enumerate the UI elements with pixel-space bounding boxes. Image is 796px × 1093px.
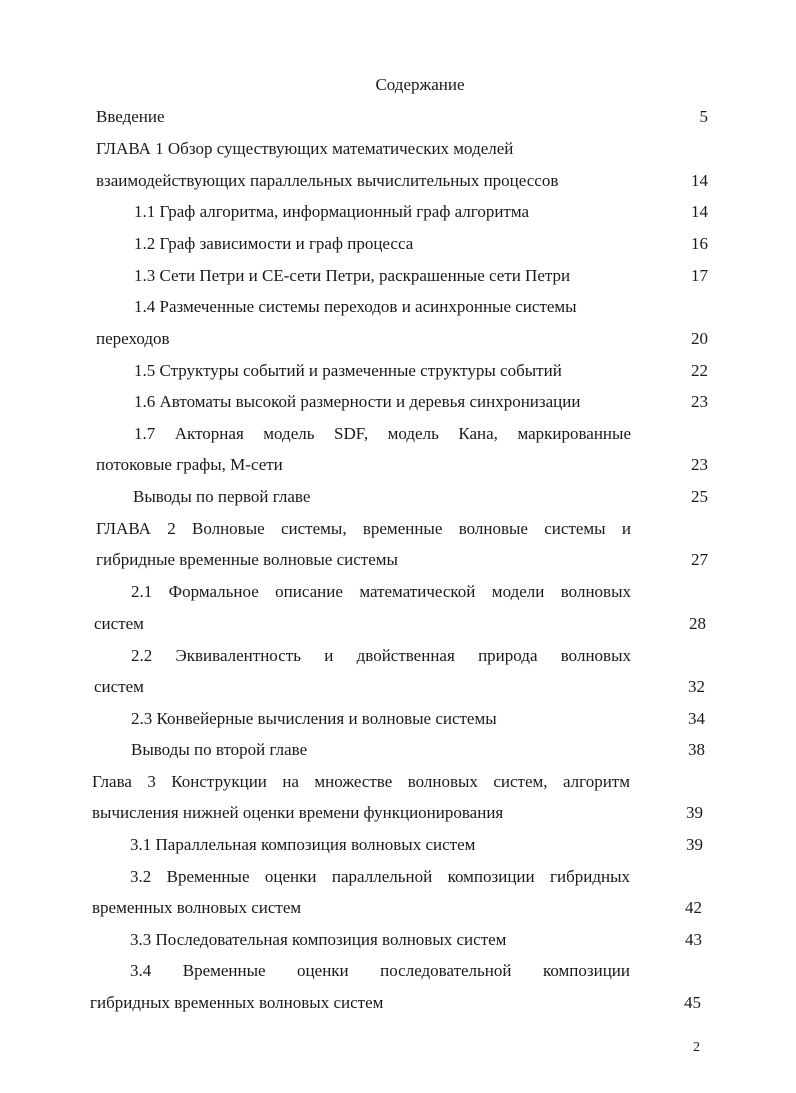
toc-entry-3-4-line-2: гибридных временных волновых систем: [90, 993, 384, 1012]
toc-entry-1-7-line-1: 1.7 Акторная модель SDF, модель Кана, маркированные: [134, 424, 631, 443]
toc-page-1-1: 14: [691, 202, 708, 221]
toc-page-conclusions-1: 25: [691, 487, 708, 506]
toc-entry-conclusions-2: Выводы по второй главе: [131, 740, 308, 759]
toc-page-1-2: 16: [691, 234, 708, 253]
toc-page-intro: 5: [699, 107, 708, 126]
toc-entry-3-2-line-1: 3.2 Временные оценки параллельной композиции гибридных: [130, 867, 630, 886]
toc-page-chapter-2: 27: [691, 550, 708, 569]
toc-entry-3-3: 3.3 Последовательная композиция волновых систем: [130, 930, 507, 949]
toc-entry-1-4-line-1: 1.4 Размеченные системы переходов и асинхронные системы: [134, 297, 577, 316]
toc-entry-chapter-3-line-2: вычисления нижней оценки времени функционирования: [92, 803, 504, 822]
toc-entry-2-2-line-1: 2.2 Эквивалентность и двойственная природа волновых: [131, 646, 631, 665]
page-title: Содержание: [375, 75, 465, 94]
toc-entry-chapter-1-line-1: ГЛАВА 1 Обзор существующих математических моделей: [96, 139, 514, 158]
toc-page-1-6: 23: [691, 392, 708, 411]
toc-entry-2-1-line-2: систем: [94, 614, 144, 633]
toc-page-chapter-3: 39: [686, 803, 703, 822]
toc-entry-2-3: 2.3 Конвейерные вычисления и волновые системы: [131, 709, 497, 728]
toc-page-3-2: 42: [685, 898, 702, 917]
toc-page-3-4: 45: [684, 993, 701, 1012]
page-number: 2: [693, 1040, 700, 1055]
toc-page-1-7: 23: [691, 455, 708, 474]
toc-page-2-1: 28: [689, 614, 706, 633]
toc-entry-1-3: 1.3 Сети Петри и СЕ-сети Петри, раскрашенные сети Петри: [134, 266, 571, 285]
toc-entry-1-1: 1.1 Граф алгоритма, информационный граф алгоритма: [134, 202, 530, 221]
toc-entry-chapter-1-line-2: взаимодействующих параллельных вычислительных процессов: [96, 171, 559, 190]
toc-entry-3-1: 3.1 Параллельная композиция волновых систем: [130, 835, 476, 854]
toc-page-1-4: 20: [691, 329, 708, 348]
toc-entry-intro: Введение: [96, 107, 165, 126]
toc-page-3-1: 39: [686, 835, 703, 854]
toc-entry-1-4-line-2: переходов: [96, 329, 170, 348]
toc-page-conclusions-2: 38: [688, 740, 705, 759]
toc-page-1-5: 22: [691, 361, 708, 380]
toc-entry-1-6: 1.6 Автоматы высокой размерности и деревья синхронизации: [134, 392, 581, 411]
toc-entry-1-5: 1.5 Структуры событий и размеченные структуры событий: [134, 361, 562, 380]
toc-page-chapter-1: 14: [691, 171, 708, 190]
toc-entry-chapter-3-line-1: Глава 3 Конструкции на множестве волновых систем, алгоритм: [92, 772, 630, 791]
toc-entry-conclusions-1: Выводы по первой главе: [133, 487, 311, 506]
toc-entry-1-2: 1.2 Граф зависимости и граф процесса: [134, 234, 414, 253]
toc-page-2-2: 32: [688, 677, 705, 696]
toc-page-3-3: 43: [685, 930, 702, 949]
toc-page-2-3: 34: [688, 709, 705, 728]
toc-entry-2-2-line-2: систем: [94, 677, 144, 696]
toc-entry-chapter-2-line-1: ГЛАВА 2 Волновые системы, временные волновые системы и: [96, 519, 631, 538]
toc-page-1-3: 17: [691, 266, 708, 285]
toc-entry-1-7-line-2: потоковые графы, М-сети: [96, 455, 283, 474]
toc-entry-2-1-line-1: 2.1 Формальное описание математической модели волновых: [131, 582, 631, 601]
toc-entry-3-2-line-2: временных волновых систем: [92, 898, 302, 917]
toc-entry-3-4-line-1: 3.4 Временные оценки последовательной композиции: [130, 961, 630, 980]
toc-entry-chapter-2-line-2: гибридные временные волновые системы: [96, 550, 398, 569]
